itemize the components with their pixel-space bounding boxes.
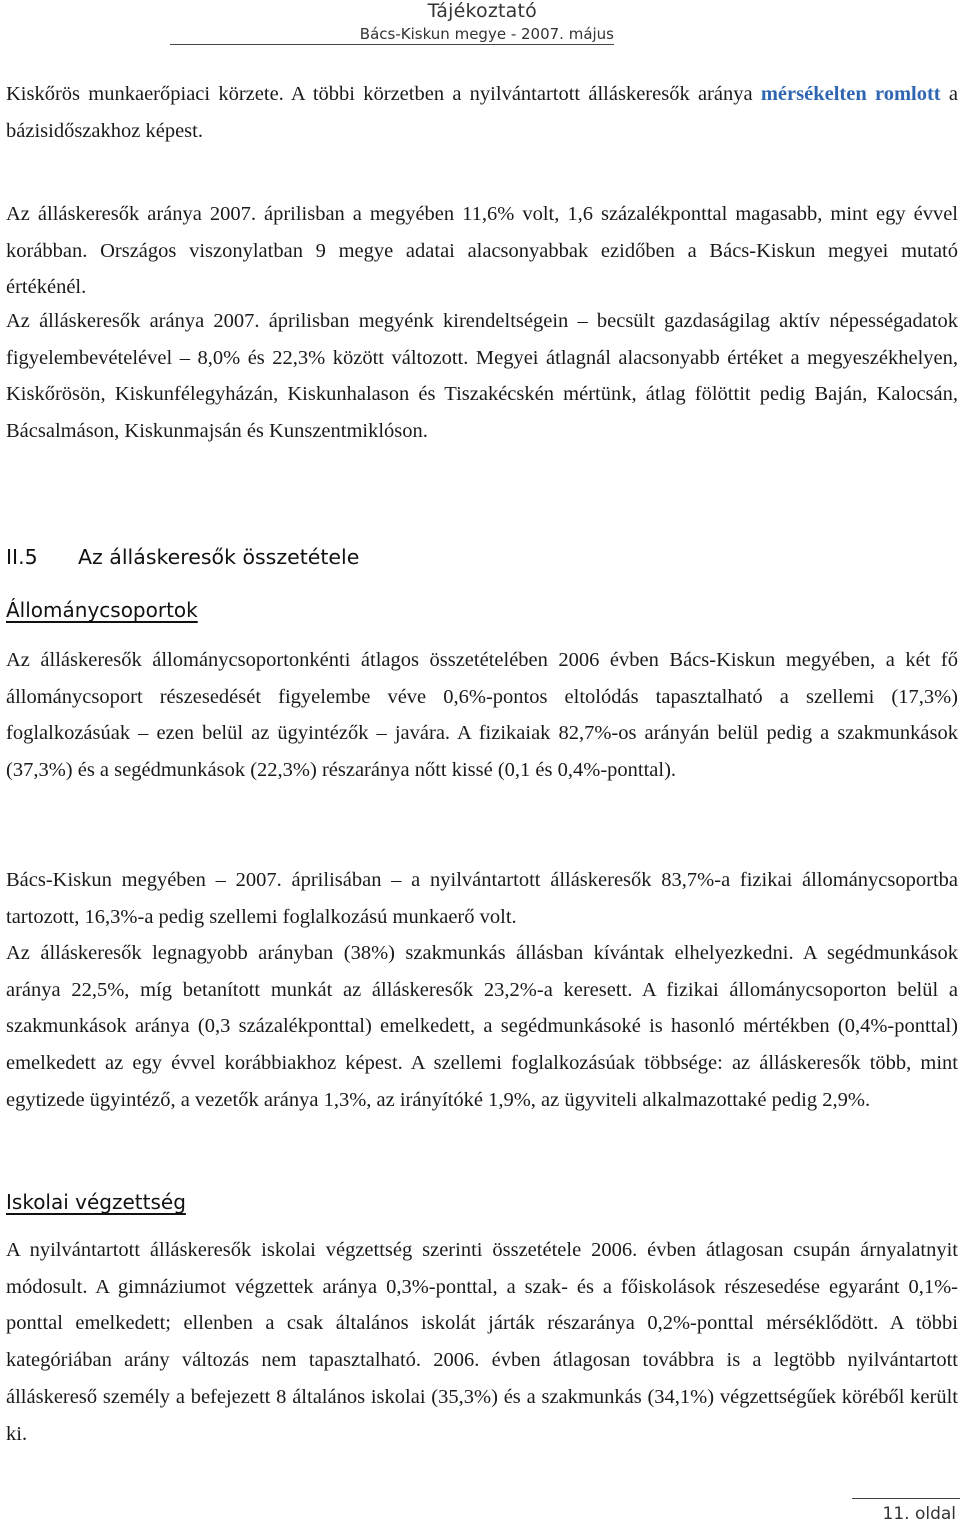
- paragraph-1: [6, 76, 958, 149]
- paragraph-6: Az álláskeresők legnagyobb arányban (38%) szakmunkás állásban kívántak elhelyezkedni. A segédmunkások aránya 22,5%, míg betanított munkát az álláskeresők 23,2%-a keresett. A fizikai állománycsoporton belül a szakmunkások aránya (0,3 százalékponttal) emelkedett, a segédmunkásoké is hasonló mértékben (0,4%-ponttal) emelkedett az egy évvel korábbiakhoz képest. A szellemi foglalkozásúak többsége: az álláskeresők több, mint egytizede ügyintéző, a vezetők aránya 1,3%, az irányítóké 1,9%, az ügyviteli alkalmazottaké pedig 2,9%.: [6, 942, 958, 1111]
- paragraph-1-start: Kiskőrös munkaerőpiaci körzete. A többi körzetben a nyilvántartott álláskeresők aránya: [6, 83, 761, 105]
- header-subtitle: Bács-Kiskun megye - 2007. május: [359, 25, 614, 43]
- header-divider: [170, 44, 614, 45]
- section-title: Az álláskeresők összetétele: [78, 545, 360, 569]
- paragraph-4: Az álláskeresők állománycsoportonkénti átlagos összetételében 2006 évben Bács-Kiskun megyében, a két fő állománycsoport részesedését figyelembe véve 0,6%-pontos eltolódás tapasztalható a szellemi (17,3%) foglalkozásúak – ezen belül az ügyintézők – javára. A fizikaiak 82,7%-os arányán belül pedig a szakmunkások (37,3%) és a segédmunkások (22,3%) részaránya nőtt kissé (0,1 és 0,4%-ponttal).: [6, 649, 958, 782]
- paragraph-2: Az álláskeresők aránya 2007. áprilisban a megyében 11,6% volt, 1,6 százalékponttal magasabb, mint egy évvel korábban. Országos viszonylatban 9 megye adatai alacsonyabbak ezidőben a Bács-Kiskun megyei mutató értékénél.: [6, 203, 958, 299]
- footer-divider: [852, 1498, 960, 1499]
- page-number: 11. oldal: [882, 1504, 956, 1524]
- section-heading: [6, 545, 359, 569]
- paragraph-5: Bács-Kiskun megyében – 2007. áprilisában – a nyilvántartott álláskeresők 83,7%-a fizikai állománycsoportba tartozott, 16,3%-a pedig szellemi foglalkozású munkaerő volt.: [6, 869, 958, 928]
- paragraph-1-end: a bázisidőszakhoz képest.: [6, 83, 958, 142]
- highlight-text: mérsékelten romlott: [760, 83, 941, 105]
- header-title: Tájékoztató: [427, 0, 537, 22]
- subheading-iskolai-vegzettseg: Iskolai végzettség: [6, 1190, 186, 1214]
- paragraph-7: A nyilvántartott álláskeresők iskolai végzettség szerinti összetétele 2006. évben átlagosan csupán árnyalatnyit módosult. A gimnáziumot végzettek aránya 0,3%-ponttal, a szak- és a főiskolások részesedése egyaránt 0,1%-ponttal emelkedett; ellenben a csak általános iskolát járták részaránya 0,2%-ponttal mérséklődött. A többi kategóriában arány változás nem tapasztalható. 2006. évben átlagosan továbbra is a legtöbb nyilvántartott álláskereső személy a befejezett 8 általános iskolai (35,3%) és a szakmunkás (34,1%) végzettségűek köréből került ki.: [6, 1239, 958, 1445]
- subheading-allomanycsoportok: Állománycsoportok: [6, 598, 198, 622]
- page-header: [0, 0, 960, 52]
- section-number: II.5: [6, 545, 38, 569]
- paragraph-3: Az álláskeresők aránya 2007. áprilisban megyénk kirendeltségein – becsült gazdaságilag aktív népességadatok figyelembevételével – 8,0% és 22,3% között változott. Megyei átlagnál alacsonyabb értéket a megyeszékhelyen, Kiskőrösön, Kiskunfélegyházán, Kiskunhalason és Tiszakécskén mértünk, átlag fölöttit pedig Baján, Kalocsán, Bácsalmáson, Kiskunmajsán és Kunszentmiklóson.: [6, 310, 958, 443]
